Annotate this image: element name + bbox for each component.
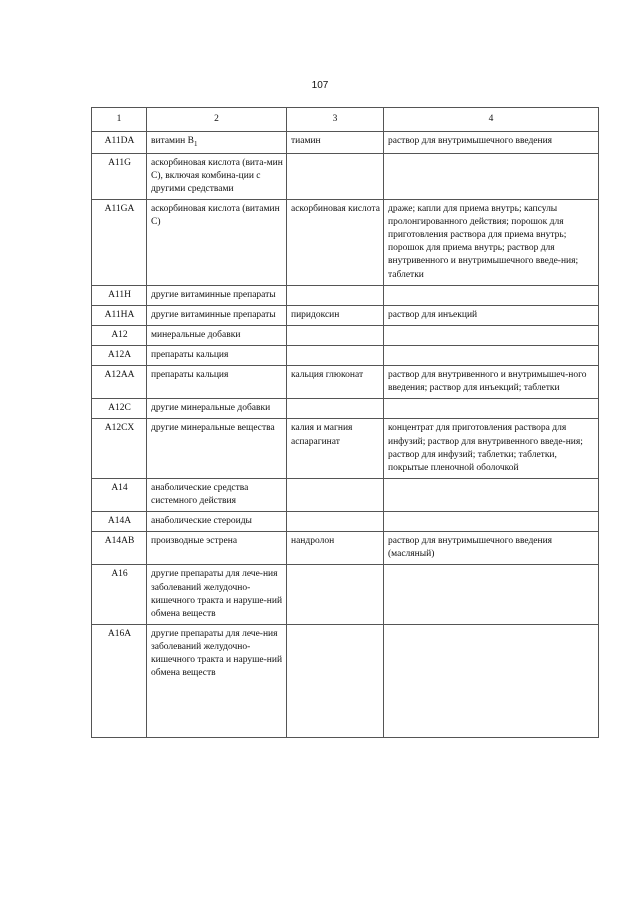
cell-inn	[287, 478, 384, 511]
table-row	[92, 419, 599, 478]
cell-code: A11G	[92, 153, 147, 199]
cell-group-text: другие препараты для лече-ния заболеваний желудочно-кишечного тракта и наруше-ний обмена веществ	[151, 569, 283, 619]
cell-inn	[287, 153, 384, 199]
table-row	[92, 153, 599, 199]
cell-code: A12CX	[92, 419, 147, 478]
cell-forms	[384, 512, 599, 532]
table-row	[92, 325, 599, 345]
cell-group	[147, 199, 287, 285]
cell-inn	[287, 565, 384, 624]
cell-inn: пиридоксин	[287, 305, 384, 325]
cell-forms: драже; капли для приема внутрь; капсулы пролонгированного действия; порошок для приготовления раствора для приема внутрь; порошок для приема внутрь; раствор для внутривенного и внутримышечного введе-ния; таблетки	[384, 199, 599, 285]
cell-group-text: другие витаминные препараты	[151, 289, 276, 300]
cell-group-text: минеральные добавки	[151, 329, 241, 340]
cell-group	[147, 345, 287, 365]
column-header-inn: 3	[287, 108, 384, 132]
cell-group	[147, 512, 287, 532]
cell-code: A16	[92, 565, 147, 624]
cell-group	[147, 478, 287, 511]
header-row	[92, 108, 599, 132]
cell-code: A14A	[92, 512, 147, 532]
cell-group	[147, 285, 287, 305]
table-row	[92, 366, 599, 399]
cell-code: A11GA	[92, 199, 147, 285]
cell-group-text: анаболические средства системного действия	[151, 482, 249, 506]
table-body	[92, 132, 599, 738]
table-row	[92, 199, 599, 285]
table-row	[92, 399, 599, 419]
cell-forms: раствор для внутримышечного введения (масляный)	[384, 532, 599, 565]
cell-inn: нандролон	[287, 532, 384, 565]
table-row	[92, 345, 599, 365]
cell-group	[147, 153, 287, 199]
cell-inn: кальция глюконат	[287, 366, 384, 399]
cell-group-text: препараты кальция	[151, 370, 229, 381]
cell-code: A14AB	[92, 532, 147, 565]
cell-group-text: производные эстрена	[151, 536, 238, 547]
table-row	[92, 565, 599, 624]
cell-code: A14	[92, 478, 147, 511]
cell-group-text: другие препараты для лече-ния заболеваний желудочно-кишечного тракта и наруше-ний обмена веществ	[151, 628, 283, 679]
cell-group	[147, 132, 287, 154]
cell-forms	[384, 325, 599, 345]
table-row	[92, 532, 599, 565]
cell-inn: тиамин	[287, 132, 384, 154]
cell-group-text: препараты кальция	[151, 349, 229, 360]
cell-group-text: аскорбиновая кислота (вита-мин С), включая комбина-ции с другими средствами	[151, 157, 283, 194]
cell-forms: раствор для внутримышечного введения	[384, 132, 599, 154]
cell-code: A12C	[92, 399, 147, 419]
cell-inn: аскорбиновая кислота	[287, 199, 384, 285]
cell-group-subscript: 1	[193, 140, 198, 148]
drug-table	[91, 107, 599, 738]
cell-code: A11HA	[92, 305, 147, 325]
cell-code: A11H	[92, 285, 147, 305]
cell-group-text: аскорбиновая кислота (витамин С)	[151, 203, 280, 228]
cell-group-text: анаболические стероиды	[151, 516, 252, 527]
table-row	[92, 305, 599, 325]
cell-group	[147, 624, 287, 737]
cell-group	[147, 305, 287, 325]
cell-inn	[287, 399, 384, 419]
cell-forms	[384, 153, 599, 199]
cell-code: A12	[92, 325, 147, 345]
cell-code: A16A	[92, 624, 147, 737]
table-header	[92, 108, 599, 132]
table-row	[92, 285, 599, 305]
cell-code: A12AA	[92, 366, 147, 399]
cell-group-text: витамин B	[151, 136, 194, 147]
cell-inn	[287, 624, 384, 737]
cell-inn	[287, 285, 384, 305]
cell-forms: раствор для внутривенного и внутримышеч-ного введения; раствор для инъекций; таблетки	[384, 366, 599, 399]
table-row	[92, 624, 599, 737]
table-row	[92, 478, 599, 511]
table-row	[92, 132, 599, 154]
cell-forms	[384, 478, 599, 511]
cell-forms: концентрат для приготовления раствора для инфузий; раствор для внутривенного введе-ния; раствор для инфузий; таблетки; таблетки, покрытые пленочной оболочкой	[384, 419, 599, 478]
cell-inn	[287, 325, 384, 345]
table-row	[92, 512, 599, 532]
page-number: 107	[311, 80, 329, 91]
cell-inn: калия и магния аспарагинат	[287, 419, 384, 478]
column-header-forms: 4	[384, 108, 599, 132]
cell-forms	[384, 285, 599, 305]
cell-group-text: другие витаминные препараты	[151, 309, 276, 320]
cell-group-text: другие минеральные добавки	[151, 403, 271, 414]
cell-group	[147, 325, 287, 345]
cell-forms	[384, 399, 599, 419]
cell-inn	[287, 345, 384, 365]
column-header-code: 1	[92, 108, 147, 132]
cell-group	[147, 532, 287, 565]
column-header-group: 2	[147, 108, 287, 132]
cell-forms	[384, 565, 599, 624]
cell-code: A11DA	[92, 132, 147, 154]
cell-forms: раствор для инъекций	[384, 305, 599, 325]
cell-forms	[384, 345, 599, 365]
cell-group	[147, 565, 287, 624]
cell-group	[147, 419, 287, 478]
cell-code: A12A	[92, 345, 147, 365]
cell-forms	[384, 624, 599, 737]
cell-group-text: другие минеральные вещества	[151, 423, 275, 434]
cell-group	[147, 399, 287, 419]
cell-inn	[287, 512, 384, 532]
cell-group	[147, 366, 287, 399]
